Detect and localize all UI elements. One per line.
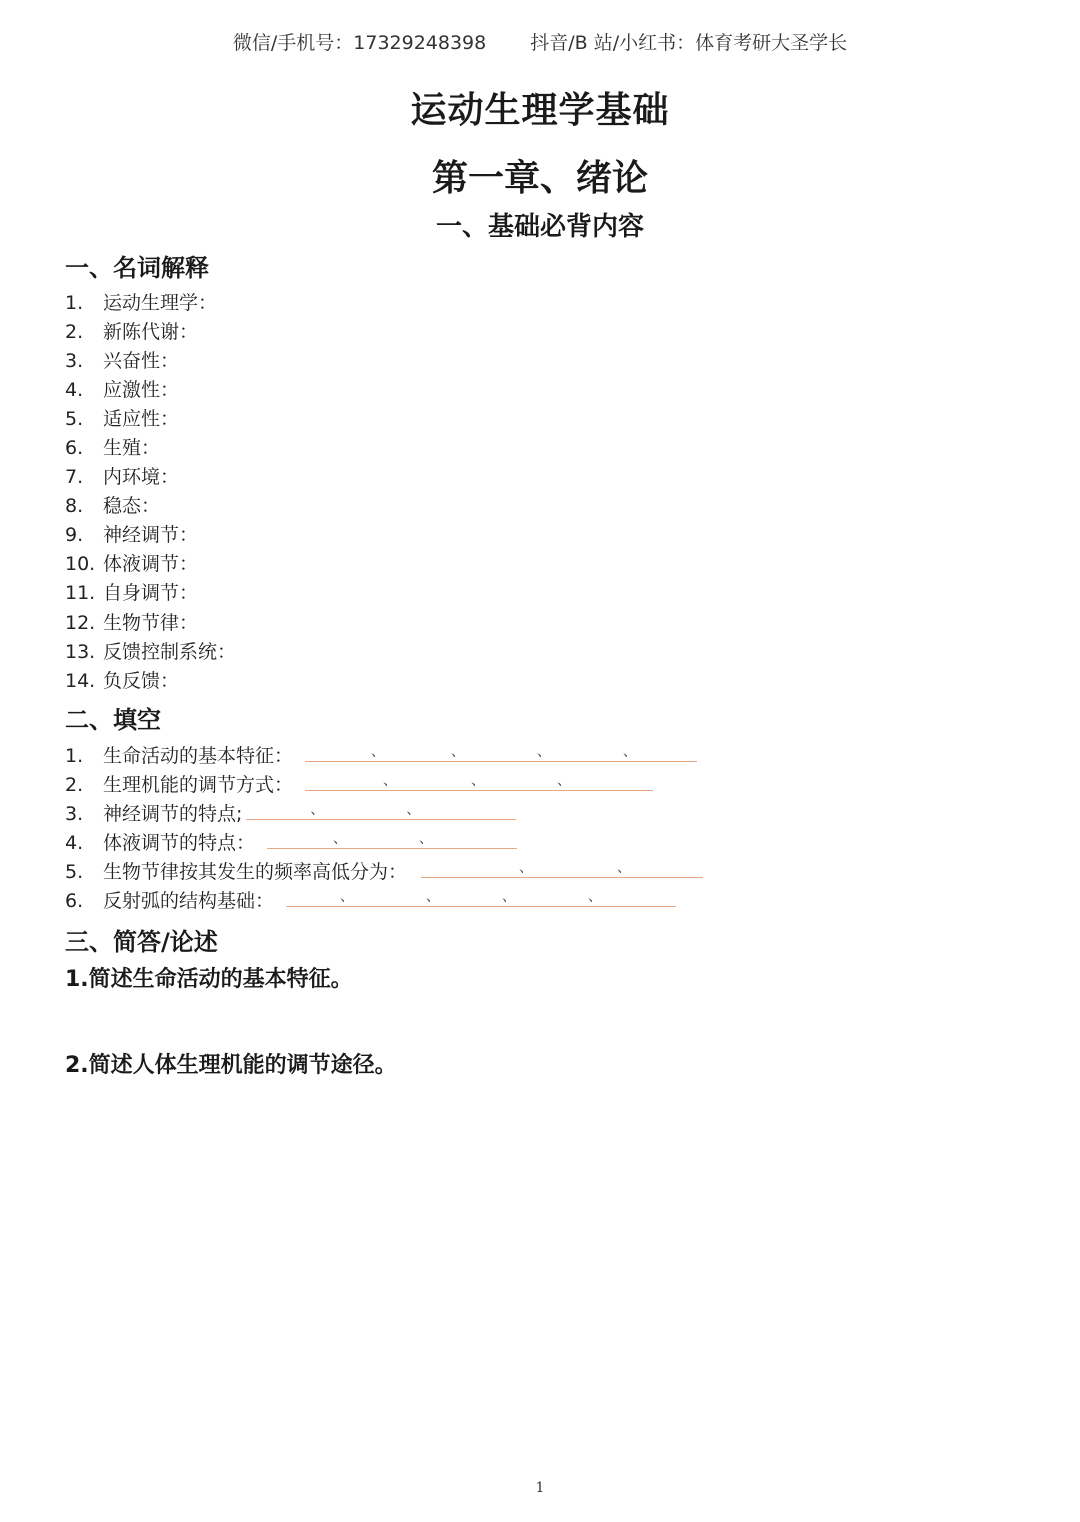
blank-separator: 、 <box>623 744 638 760</box>
item-text: 反射弧的结构基础： <box>103 890 275 913</box>
item-number: 4. <box>65 379 84 402</box>
answer-blank <box>305 773 653 791</box>
item-number: 4. <box>65 832 84 855</box>
item-number: 9. <box>65 524 84 547</box>
item-number: 3. <box>65 350 84 373</box>
blank-separator: 、 <box>588 889 603 906</box>
blank-separator: 、 <box>333 831 348 848</box>
social-info: 抖音/B 站/小红书：体育考研大圣学长 <box>530 32 848 54</box>
item-number: 12. <box>65 611 96 634</box>
item-text: 反馈控制系统： <box>103 640 237 663</box>
short-answer-question: 2.简述人体生理机能的调节途径。 <box>65 1053 397 1078</box>
item-text: 内环境： <box>103 466 180 489</box>
item-text: 生殖： <box>103 437 161 460</box>
item-number: 10. <box>65 553 96 576</box>
item-number: 3. <box>65 803 84 826</box>
blank-separator: 、 <box>502 889 517 906</box>
list-item <box>65 492 236 521</box>
contact-info: 微信/手机号：17329248398 <box>232 32 487 54</box>
blank-separator: 、 <box>310 802 325 819</box>
item-number: 2. <box>65 321 84 344</box>
blank-separator: 、 <box>383 773 398 790</box>
blank-separator: 、 <box>406 802 421 819</box>
item-text: 生理机能的调节方式： <box>103 774 294 797</box>
item-number: 13. <box>65 640 96 663</box>
blank-separator: 、 <box>557 773 572 790</box>
fill-blank-list <box>65 742 703 916</box>
list-item <box>65 434 236 463</box>
page-header <box>0 28 1080 55</box>
item-number: 11. <box>65 582 96 605</box>
list-item <box>65 609 236 638</box>
item-number: 6. <box>65 890 84 913</box>
item-number: 1. <box>65 745 84 767</box>
item-text: 生命活动的基本特征： <box>103 745 294 767</box>
fill-blank-item <box>65 887 703 916</box>
item-text: 新陈代谢： <box>103 321 199 344</box>
item-text: 适应性： <box>103 408 180 431</box>
list-item <box>65 667 236 696</box>
fill-blank-item <box>65 771 703 800</box>
document-title: 运动生理学基础 <box>410 90 670 131</box>
blank-separator: 、 <box>340 889 355 906</box>
blank-separator: 、 <box>519 860 534 877</box>
answer-blank <box>421 860 703 878</box>
list-item <box>65 318 236 347</box>
subtitle: 一、基础必背内容 <box>435 212 644 242</box>
answer-blank <box>267 831 517 849</box>
list-item <box>65 347 236 376</box>
list-item <box>65 405 236 434</box>
item-text: 自身调节： <box>103 582 199 605</box>
fill-blank-item <box>65 858 703 887</box>
blank-separator: 、 <box>419 831 434 848</box>
item-text: 应激性： <box>103 379 180 402</box>
blank-separator: 、 <box>371 744 386 760</box>
answer-blank <box>246 802 516 820</box>
terms-list <box>65 289 236 696</box>
answer-blank <box>286 889 676 907</box>
list-item <box>65 579 236 608</box>
list-item <box>65 376 236 405</box>
answer-blank <box>305 744 697 762</box>
item-number: 2. <box>65 774 84 797</box>
list-item <box>65 638 236 667</box>
item-text: 稳态： <box>103 495 161 518</box>
fill-blank-item <box>65 800 703 829</box>
item-number: 5. <box>65 408 84 431</box>
blank-separator: 、 <box>451 744 466 760</box>
blank-separator: 、 <box>537 744 552 760</box>
chapter-title: 第一章、绪论 <box>431 157 648 199</box>
blank-separator: 、 <box>617 860 632 877</box>
item-number: 8. <box>65 495 84 518</box>
item-number: 7. <box>65 466 84 489</box>
item-text: 兴奋性： <box>103 350 180 373</box>
item-text: 负反馈： <box>103 669 180 692</box>
list-item <box>65 463 236 492</box>
list-item <box>65 550 236 579</box>
page-number: 1 <box>535 1480 545 1496</box>
short-answer-question: 1.简述生命活动的基本特征。 <box>65 967 353 992</box>
section-fill-blank-title: 二、填空 <box>65 706 161 734</box>
fill-blank-item <box>65 829 703 858</box>
item-text: 神经调节的特点; <box>103 803 243 826</box>
item-text: 运动生理学： <box>103 292 218 314</box>
blank-separator: 、 <box>426 889 441 906</box>
item-text: 神经调节： <box>103 524 199 547</box>
item-number: 1. <box>65 292 84 314</box>
section-short-answer-title: 三、简答/论述 <box>65 928 218 956</box>
item-number: 14. <box>65 669 96 692</box>
list-item <box>65 521 236 550</box>
item-text: 体液调节： <box>103 553 199 576</box>
list-item <box>65 289 236 318</box>
section-terms-title: 一、名词解释 <box>65 254 209 282</box>
blank-separator: 、 <box>471 773 486 790</box>
item-number: 6. <box>65 437 84 460</box>
item-text: 生物节律： <box>103 611 199 634</box>
item-number: 5. <box>65 861 84 884</box>
item-text: 体液调节的特点： <box>103 832 256 855</box>
item-text: 生物节律按其发生的频率高低分为： <box>103 861 408 884</box>
